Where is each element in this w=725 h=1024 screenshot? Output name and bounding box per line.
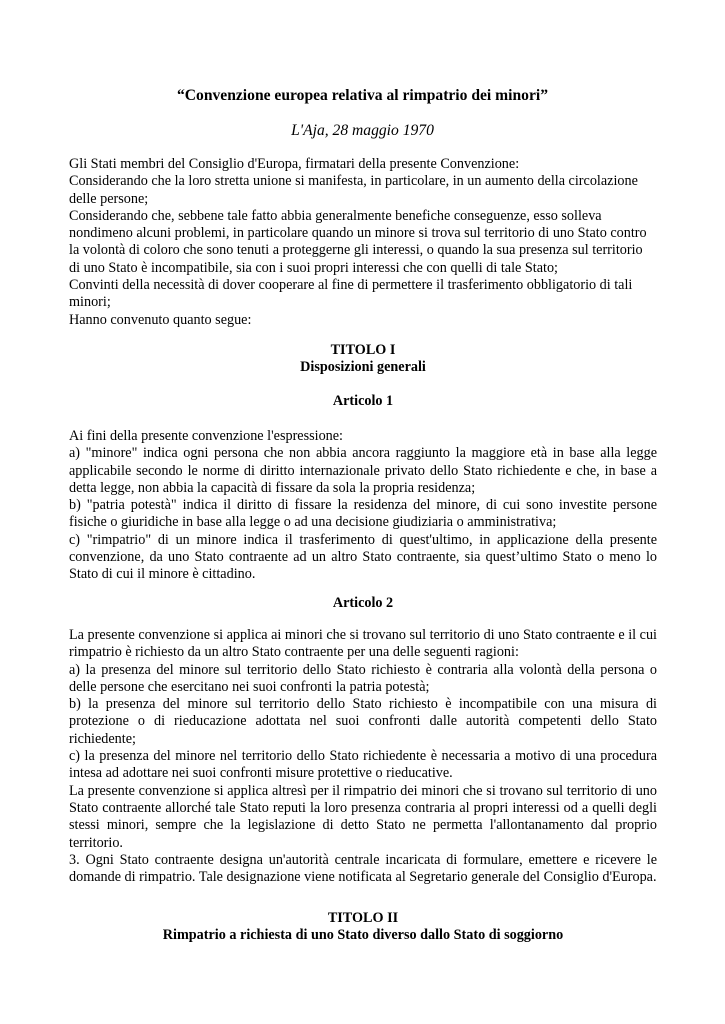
title-2-subheading: Rimpatrio a richiesta di uno Stato diverso dallo Stato di soggiorno (162, 927, 564, 944)
preamble-paragraph: Hanno convenuto quanto segue: (69, 311, 252, 328)
title-1-heading: TITOLO I (330, 342, 396, 358)
article-2-paragraph: a) la presenza del minore sul territorio dello Stato richiesto è contraria alla volontà della persona o delle persone che esercitano nei suoi confronti la patria potestà; (69, 661, 657, 695)
preamble-paragraph: Gli Stati membri del Consiglio d'Europa, firmatari della presente Convenzione: (69, 156, 520, 172)
article-2-paragraph: c) la presenza del minore nel territorio dello Stato richiedente è necessaria a motivo di una procedura intesa ad adottare nei suoi confronti misure protettive o rieducative. (69, 748, 657, 782)
article-1-body (69, 428, 657, 584)
article-2-heading: Articolo 2 (332, 595, 394, 611)
title-1 (69, 342, 657, 377)
article-1-paragraph: Ai fini della presente convenzione l'espressione: (69, 428, 343, 444)
title-2-heading: TITOLO II (327, 910, 399, 926)
article-2-body (69, 627, 657, 886)
title-1-subheading: Disposizioni generali (300, 359, 426, 376)
preamble-paragraph: Convinti della necessità di dover cooperare al fine di permettere il trasferimento obbligatorio di tali minori; (69, 277, 633, 311)
article-2-paragraph: La presente convenzione si applica altresì per il rimpatrio dei minori che si trovano sul territorio di uno Stato contraente allorché tale Stato reputi la loro presenza contraria al propri interessi od a quelli degli stessi minori, sempre che la legislazione di detto Stato ne permetta l'allontanamento dal proprio territorio. (69, 782, 657, 851)
article-2-paragraph: 3. Ogni Stato contraente designa un'autorità centrale incaricata di formulare, emettere e ricevere le domande di rimpatrio. Tale designazione viene notificata al Segretario generale del Consiglio d'Europa. (69, 851, 657, 886)
title-2 (69, 910, 657, 945)
document-date: L'Aja, 28 maggio 1970 (291, 122, 434, 139)
preamble-paragraph: Considerando che la loro stretta unione si manifesta, in particolare, in un aumento della circolazione delle persone; (69, 173, 638, 207)
article-1-paragraph: b) "patria potestà" indica il diritto di fissare la residenza del minore, di cui sono investite persone fisiche o giuridiche in base alla legge o ad una decisione giudiziaria o amministrativa; (69, 497, 657, 531)
article-2-paragraph: b) la presenza del minore sul territorio dello Stato richiesto è incompatibile con una misura di protezione o di rieducazione adottata nel suoi confronti dalle autorità competenti dello Stato richiedente; (69, 696, 657, 747)
preamble (69, 156, 657, 329)
document-title: “Convenzione europea relativa al rimpatrio dei minori” (176, 87, 549, 104)
article-1-heading: Articolo 1 (332, 393, 394, 409)
article-1-paragraph: c) "rimpatrio" di un minore indica il trasferimento di quest'ultimo, in applicazione della presente convenzione, da uno Stato contraente ad un altro Stato contraente, sia quest’ultimo Stato o meno lo Stato di cui il minore è cittadino. (69, 531, 657, 583)
article-1-paragraph: a) "minore" indica ogni persona che non abbia ancora raggiunto la maggiore età in base alla legge applicabile secondo le norme di diritto internazionale privato dello Stato richiedente e che, in base a detta legge, non abbia la capacità di fissare da sola la propria residenza; (69, 445, 657, 496)
article-2-paragraph: La presente convenzione si applica ai minori che si trovano sul territorio di uno Stato contraente e il cui rimpatrio è richiesto da un altro Stato contraente per una delle seguenti ragioni: (69, 627, 657, 661)
preamble-paragraph: Considerando che, sebbene tale fatto abbia generalmente benefiche conseguenze, esso solleva nondimeno alcuni problemi, in particolare quando un minore si trova sul territorio di uno Stato contro la volontà di coloro che sono tenuti a proteggerne gli interessi, o quando la sua presenza sul territorio di uno Stato è incompatibile, sia con i suoi propri interessi che con quelli di tale Stato; (69, 207, 647, 276)
